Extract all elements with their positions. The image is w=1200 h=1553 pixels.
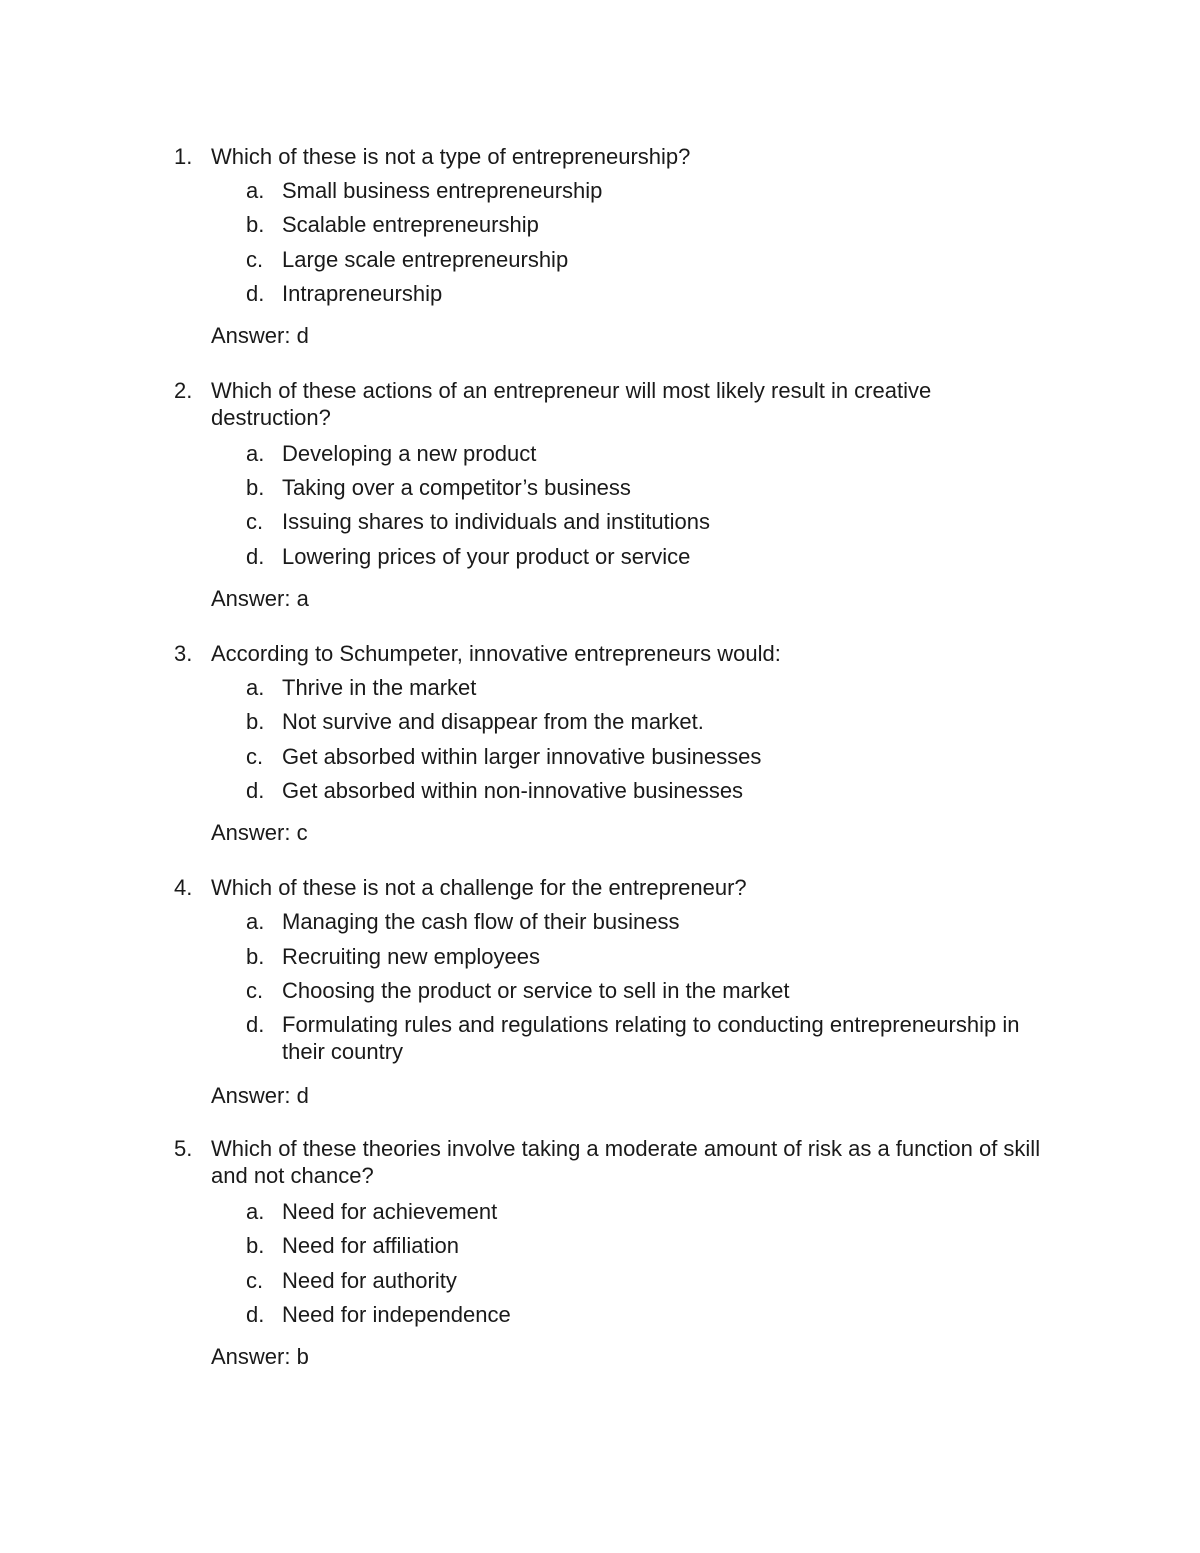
option-text: Need for affiliation	[282, 1233, 459, 1258]
option-text: Formulating rules and regulations relating to conducting entrepreneurship in their country	[282, 1012, 1020, 1064]
option-text: Need for achievement	[282, 1199, 498, 1224]
answer-line: Answer: c	[211, 820, 308, 845]
question-number: 5.	[174, 1136, 193, 1161]
option-text: Taking over a competitor’s business	[282, 475, 631, 500]
question-text: Which of these is not a challenge for the entrepreneur?	[211, 875, 747, 900]
option-letter: d.	[246, 544, 265, 569]
answer-line: Answer: d	[211, 323, 309, 348]
question-text: Which of these is not a type of entrepreneurship?	[211, 144, 691, 169]
option-text: Need for independence	[282, 1302, 511, 1327]
option-letter: d.	[246, 281, 265, 306]
option-text: Small business entrepreneurship	[282, 178, 603, 203]
option-text: Get absorbed within larger innovative businesses	[282, 744, 762, 769]
option-letter: d.	[246, 1302, 265, 1327]
option-text: Lowering prices of your product or service	[282, 544, 691, 569]
option-text: Managing the cash flow of their business	[282, 909, 680, 934]
question-number: 4.	[174, 875, 193, 900]
option-letter: b.	[246, 944, 265, 969]
option-letter: b.	[246, 1233, 265, 1258]
option-letter: c.	[246, 744, 264, 769]
option-text: Not survive and disappear from the market.	[282, 709, 704, 734]
option-letter: d.	[246, 778, 265, 803]
option-letter: b.	[246, 475, 265, 500]
option-text: Choosing the product or service to sell in the market	[282, 978, 790, 1003]
option-text: Issuing shares to individuals and institutions	[282, 509, 711, 534]
question-number: 2.	[174, 378, 193, 403]
option-letter: a.	[246, 1199, 265, 1224]
option-letter: c.	[246, 1268, 264, 1293]
option-text: Thrive in the market	[282, 675, 477, 700]
question-number: 3.	[174, 641, 193, 666]
answer-line: Answer: b	[211, 1344, 309, 1369]
option-text: Intrapreneurship	[282, 281, 443, 306]
option-text: Scalable entrepreneurship	[282, 212, 539, 237]
option-letter: c.	[246, 247, 264, 272]
option-letter: a.	[246, 909, 265, 934]
answer-line: Answer: a	[211, 586, 309, 611]
option-letter: a.	[246, 178, 265, 203]
option-letter: b.	[246, 709, 265, 734]
question-text: Which of these theories involve taking a moderate amount of risk as a function of skill and not chance?	[211, 1136, 1041, 1188]
option-letter: a.	[246, 441, 265, 466]
option-letter: d.	[246, 1012, 265, 1037]
answer-line: Answer: d	[211, 1083, 309, 1108]
option-text: Need for authority	[282, 1268, 457, 1293]
option-text: Developing a new product	[282, 441, 537, 466]
question-text: Which of these actions of an entrepreneur will most likely result in creative destruction?	[211, 378, 932, 430]
question-number: 1.	[174, 144, 193, 169]
option-letter: c.	[246, 509, 264, 534]
option-letter: b.	[246, 212, 265, 237]
option-text: Get absorbed within non-innovative businesses	[282, 778, 744, 803]
option-letter: c.	[246, 978, 264, 1003]
option-letter: a.	[246, 675, 265, 700]
question-text: According to Schumpeter, innovative entrepreneurs would:	[211, 641, 781, 666]
option-text: Recruiting new employees	[282, 944, 541, 969]
option-text: Large scale entrepreneurship	[282, 247, 569, 272]
